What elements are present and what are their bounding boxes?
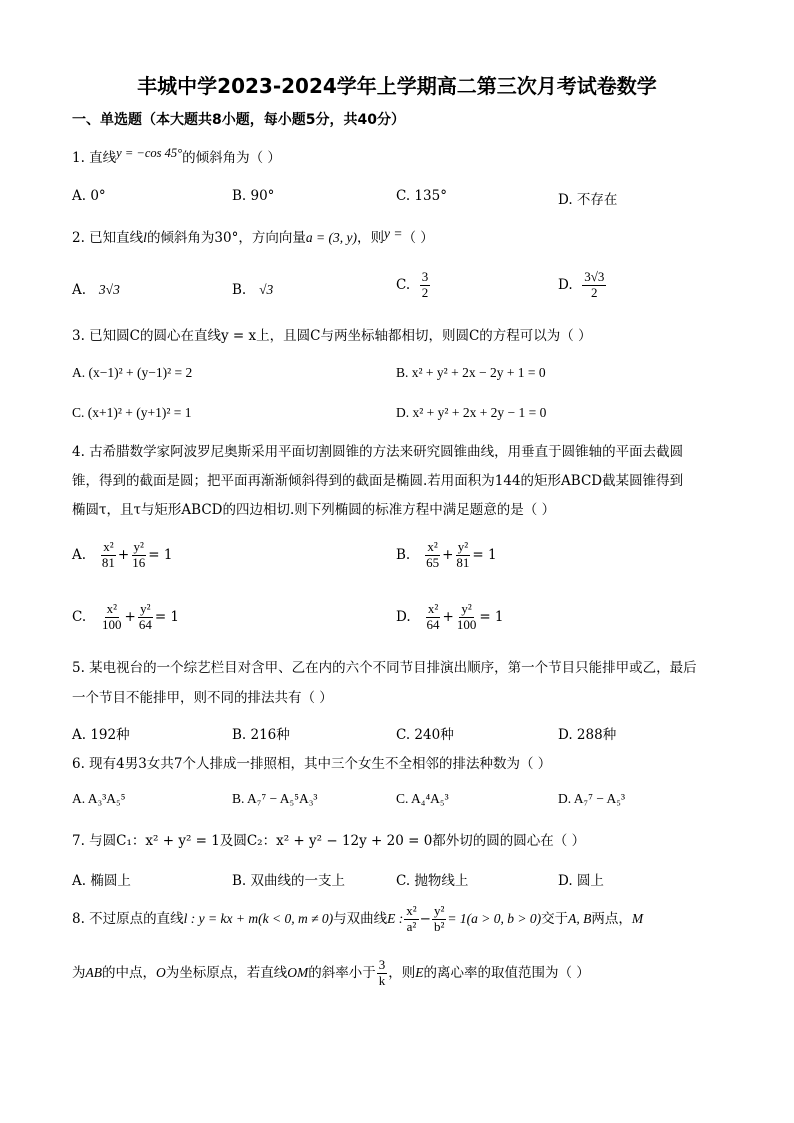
q6-option-b: B. A₇⁷ − A₅⁵A₃³: [232, 791, 318, 806]
q8-l2d: 的斜率小于: [308, 964, 376, 981]
q2-end: （ ）: [402, 230, 434, 246]
q6-option-c: C. A₄⁴A₅³: [396, 791, 449, 806]
q1-option-a: A. 0°: [72, 188, 106, 204]
q1-suffix: 的倾斜角为（ ）: [182, 150, 281, 166]
q2-option-b-value: √3: [259, 282, 274, 297]
q8-prefix: 8. 不过原点的直线: [72, 910, 184, 927]
q3-option-c: C. (x+1)² + (y+1)² = 1: [72, 405, 192, 420]
q2-line-symbol: l: [143, 230, 147, 245]
section-heading: 一、单选题（本大题共8小题，每小题5分，共40分）: [72, 112, 405, 128]
q8-l2f: 的离心率的取值范围为（ ）: [423, 964, 590, 981]
q4-option-d: D. $\frac{\text{x²}}{64}$ + $\frac{\text{y²}}{100}$ = 1: [396, 601, 504, 632]
q8-points: A, B: [568, 910, 592, 926]
question-6: 6. 现有4男3女共7个人排成一排照相，其中三个女生不全相邻的排法种数为（ ）: [72, 756, 552, 772]
q4-option-a-label: A.: [72, 546, 87, 563]
q8-slope-frac: $\frac{3}{k}$: [378, 957, 386, 988]
q5-option-c: C. 240种: [396, 727, 454, 743]
q4-line-1: 4. 古希腊数学家阿波罗尼奥斯采用平面切割圆锥的方法来研究圆锥曲线，用垂直于圆锥轴的平面去截圆: [72, 444, 684, 460]
q1-option-c: C. 135°: [396, 188, 447, 204]
q2-option-c-label: C.: [396, 276, 411, 293]
q4-d-frac-x: $\frac{\text{x²}}{64}$: [426, 601, 440, 632]
q4-c-frac-y: $\frac{\text{y²}}{64}$: [138, 601, 152, 632]
q8-l2b: 的中点，: [102, 964, 156, 981]
q4-option-b-label: B.: [396, 546, 411, 563]
q8-line-equation: l : y = kx + m(k < 0, m ≠ 0): [183, 910, 334, 926]
question-7: 7. 与圆C₁：x² + y² = 1及圆C₂：x² + y² − 12y + 20 = 0都外切的圆的圆心在（ ）: [72, 833, 586, 849]
q2-option-d: [558, 270, 607, 301]
q4-option-c-label: C.: [72, 608, 87, 625]
q8-intersect: 交于: [541, 910, 569, 927]
q2-option-d-label: D.: [558, 276, 573, 293]
q5-option-a: A. 192种: [72, 727, 130, 743]
q8-middle: 与双曲线: [333, 910, 388, 927]
q7-option-a: A. 椭圆上: [72, 873, 131, 889]
q8-l2e: ，则: [388, 964, 416, 981]
question-1: [72, 146, 281, 168]
q2-option-b: [232, 282, 273, 298]
q4-c-frac-x: $\frac{\text{x²}}{100}$: [102, 601, 122, 632]
q1-expression: y = −cos 45°: [116, 146, 183, 160]
q2-option-a: [72, 282, 120, 298]
q2-option-b-label: B.: [232, 282, 247, 298]
q8-o: O: [156, 964, 166, 980]
q8-l2a: 为: [72, 964, 86, 981]
q8-hyperbola-label: E :: [387, 910, 404, 926]
q2-then: ，则: [356, 230, 384, 246]
q8-line-1: [72, 904, 643, 935]
q5-option-b: B. 216种: [232, 727, 290, 743]
q2-prefix: 2. 已知直线: [72, 230, 144, 246]
q8-minus: −: [419, 910, 431, 927]
q6-option-a: A. A₃³A₅⁵: [72, 791, 126, 806]
q3-option-a: A. (x−1)² + (y−1)² = 2: [72, 365, 193, 380]
q2-vector: a = (3, y): [305, 230, 357, 245]
q2-option-c-fraction: $\frac{3}{2}$: [421, 269, 429, 300]
q8-line-2: [72, 958, 590, 989]
q8-condition: = 1(a > 0, b > 0): [447, 910, 542, 926]
q2-middle: 的倾斜角为30°，方向向量: [146, 230, 306, 246]
q8-om: OM: [287, 964, 309, 980]
q2-option-a-value: 3√3: [98, 282, 120, 297]
q7-option-b: B. 双曲线的一支上: [232, 873, 346, 889]
q1-prefix: 1. 直线: [72, 150, 117, 166]
q5-option-d: D. 288种: [558, 727, 617, 743]
q5-line-2: 一个节目不能排甲，则不同的排法共有（ ）: [72, 690, 333, 706]
q3-option-d: D. x² + y² + 2x + 2y − 1 = 0: [396, 405, 547, 420]
q6-option-d: D. A₇⁷ − A₅³: [558, 791, 626, 806]
q8-m: M: [631, 910, 644, 926]
q4-b-frac-x: $\frac{\text{x²}}{65}$: [426, 539, 440, 570]
q1-option-d: D. 不存在: [558, 192, 618, 208]
q4-d-frac-y: $\frac{\text{y²}}{100}$: [456, 601, 477, 632]
q7-option-c: C. 抛物线上: [396, 873, 469, 889]
q8-l2c: 为坐标原点，若直线: [165, 964, 288, 981]
q2-option-a-label: A.: [72, 282, 87, 298]
q4-line-2: 锥，得到的截面是圆；把平面再渐渐倾斜得到的截面是椭圆.若用面积为144的矩形ABCD截某圆锥得到: [72, 473, 684, 489]
q4-a-frac-x: $\frac{\text{x²}}{81}$: [101, 539, 115, 570]
q5-line-1: 5. 某电视台的一个综艺栏目对含甲、乙在内的六个不同节目排演出顺序，第一个节目只能排甲或乙，最后: [72, 660, 697, 676]
q8-frac-y: $\frac{\text{y²}}{\text{b²}}$: [433, 903, 445, 934]
question-3: 3. 已知圆C的圆心在直线y = x上，且圆C与两坐标轴都相切，则圆C的方程可以为（ ）: [72, 328, 592, 344]
q4-option-a: A. $\frac{\text{x²}}{81}$ + $\frac{\text{y²}}{16}$ = 1: [72, 539, 173, 570]
q4-option-b: B. $\frac{\text{x²}}{65}$ + $\frac{\text{y²}}{81}$ = 1: [396, 539, 497, 570]
q8-frac-x: $\frac{\text{x²}}{\text{a²}}$: [406, 903, 417, 934]
q4-option-c: C. $\frac{\text{x²}}{100}$ + $\frac{\text{y²}}{64}$ = 1: [72, 601, 180, 632]
question-2: [72, 226, 434, 248]
q7-option-d: D. 圆上: [558, 873, 604, 889]
q1-option-b: B. 90°: [232, 188, 275, 204]
q2-option-c: [396, 270, 431, 301]
q8-ab: AB: [85, 964, 102, 980]
page-title: 丰城中学2023-2024学年上学期高二第三次月考试卷数学: [137, 74, 657, 98]
q4-a-frac-y: $\frac{\text{y²}}{16}$: [132, 539, 146, 570]
q4-b-frac-y: $\frac{\text{y²}}{81}$: [456, 539, 470, 570]
q2-y: y =: [383, 226, 403, 241]
q2-option-d-fraction: $\frac{3√3}{2}$: [584, 269, 605, 300]
q8-two-points: 两点，: [591, 910, 632, 927]
q4-option-d-label: D.: [396, 608, 411, 625]
q8-e: E: [415, 964, 424, 980]
q3-option-b: B. x² + y² + 2x − 2y + 1 = 0: [396, 365, 546, 380]
q4-line-3: 椭圆τ，且τ与矩形ABCD的四边相切.则下列椭圆的标准方程中满足题意的是（ ）: [72, 502, 556, 518]
